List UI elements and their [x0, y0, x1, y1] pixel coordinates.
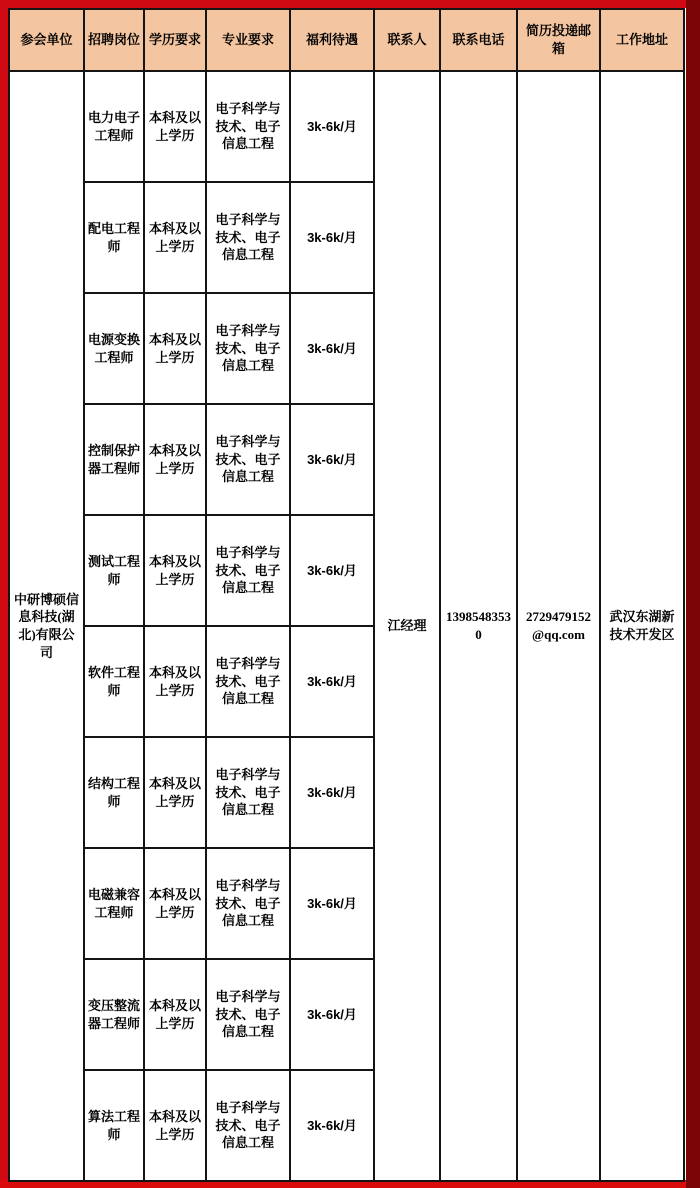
- header-phone: 联系电话: [440, 9, 517, 71]
- salary-cell: 3k-6k/月: [290, 293, 374, 404]
- header-address: 工作地址: [600, 9, 684, 71]
- salary-cell: 3k-6k/月: [290, 515, 374, 626]
- header-row: [9, 9, 684, 71]
- header-major: 专业要求: [206, 9, 290, 71]
- contact-cell: 江经理: [374, 71, 440, 1181]
- frame-band-left: [0, 0, 8, 1188]
- salary-cell: 3k-6k/月: [290, 959, 374, 1070]
- education-cell: 本科及以上学历: [144, 404, 206, 515]
- education-cell: 本科及以上学历: [144, 848, 206, 959]
- education-cell: 本科及以上学历: [144, 182, 206, 293]
- position-cell: 电力电子工程师: [84, 71, 144, 182]
- position-cell: 电磁兼容工程师: [84, 848, 144, 959]
- major-cell: 电子科学与技术、电子信息工程: [206, 737, 290, 848]
- salary-cell: 3k-6k/月: [290, 404, 374, 515]
- major-cell: 电子科学与技术、电子信息工程: [206, 959, 290, 1070]
- header-position: 招聘岗位: [84, 9, 144, 71]
- major-cell: 电子科学与技术、电子信息工程: [206, 626, 290, 737]
- major-cell: 电子科学与技术、电子信息工程: [206, 848, 290, 959]
- recruitment-table: [8, 8, 685, 1182]
- salary-cell: 3k-6k/月: [290, 182, 374, 293]
- position-cell: 软件工程师: [84, 626, 144, 737]
- major-cell: 电子科学与技术、电子信息工程: [206, 404, 290, 515]
- header-education: 学历要求: [144, 9, 206, 71]
- education-cell: 本科及以上学历: [144, 71, 206, 182]
- major-cell: 电子科学与技术、电子信息工程: [206, 515, 290, 626]
- salary-cell: 3k-6k/月: [290, 848, 374, 959]
- major-cell: 电子科学与技术、电子信息工程: [206, 293, 290, 404]
- phone-cell: 13985483530: [440, 71, 517, 1181]
- address-cell: 武汉东湖新技术开发区: [600, 71, 684, 1181]
- position-cell: 配电工程师: [84, 182, 144, 293]
- position-cell: 结构工程师: [84, 737, 144, 848]
- position-cell: 测试工程师: [84, 515, 144, 626]
- education-cell: 本科及以上学历: [144, 959, 206, 1070]
- frame-band-top: [0, 0, 700, 8]
- education-cell: 本科及以上学历: [144, 1070, 206, 1181]
- header-email: 简历投递邮箱: [517, 9, 600, 71]
- position-cell: 控制保护器工程师: [84, 404, 144, 515]
- education-cell: 本科及以上学历: [144, 293, 206, 404]
- header-company: 参会单位: [9, 9, 84, 71]
- education-cell: 本科及以上学历: [144, 737, 206, 848]
- position-cell: 变压整流器工程师: [84, 959, 144, 1070]
- education-cell: 本科及以上学历: [144, 626, 206, 737]
- email-cell: 2729479152@qq.com: [517, 71, 600, 1181]
- major-cell: 电子科学与技术、电子信息工程: [206, 182, 290, 293]
- salary-cell: 3k-6k/月: [290, 1070, 374, 1181]
- header-benefits: 福利待遇: [290, 9, 374, 71]
- salary-cell: 3k-6k/月: [290, 626, 374, 737]
- header-contact: 联系人: [374, 9, 440, 71]
- frame-band-right: [686, 0, 700, 1188]
- education-cell: 本科及以上学历: [144, 515, 206, 626]
- major-cell: 电子科学与技术、电子信息工程: [206, 1070, 290, 1181]
- table-row: [9, 71, 684, 182]
- salary-cell: 3k-6k/月: [290, 737, 374, 848]
- salary-cell: 3k-6k/月: [290, 71, 374, 182]
- position-cell: 算法工程师: [84, 1070, 144, 1181]
- major-cell: 电子科学与技术、电子信息工程: [206, 71, 290, 182]
- position-cell: 电源变换工程师: [84, 293, 144, 404]
- company-cell: 中研博硕信息科技(湖北)有限公司: [9, 71, 84, 1181]
